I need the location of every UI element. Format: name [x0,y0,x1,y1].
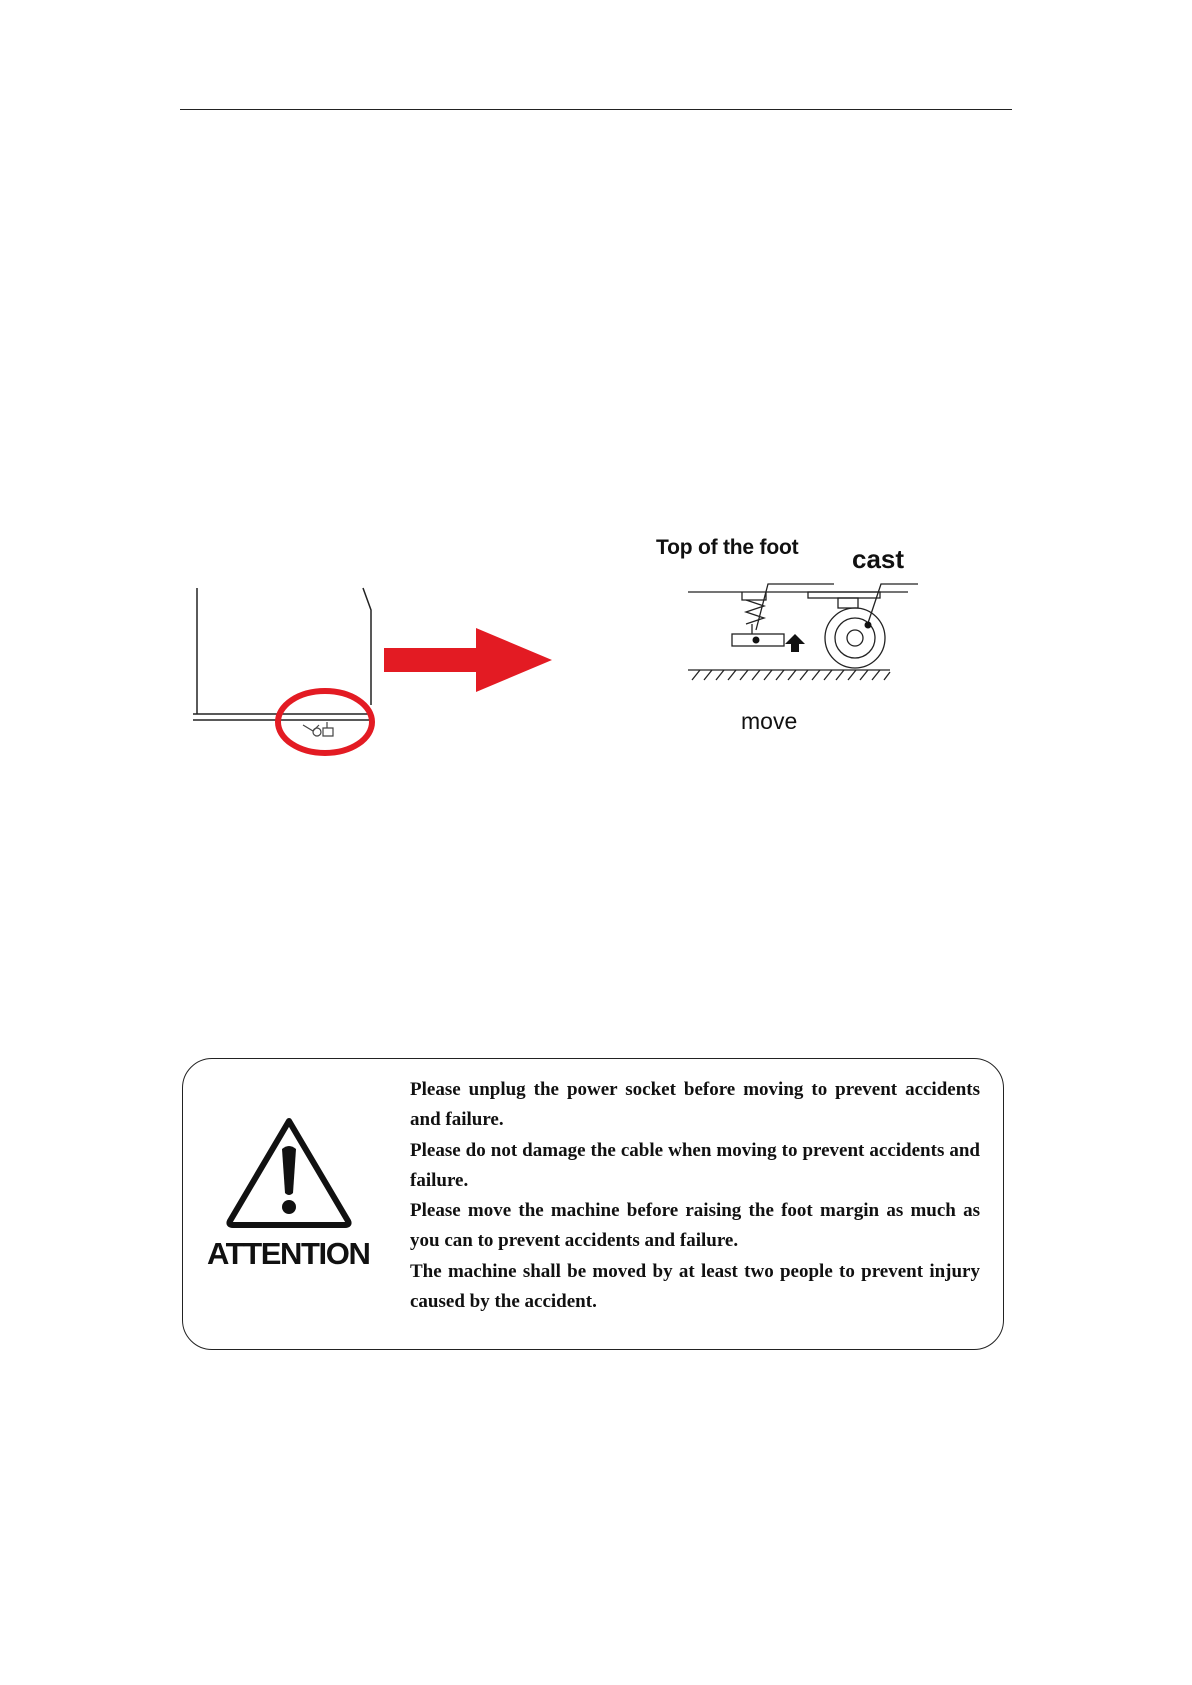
attention-note: Please move the machine before raising the foot margin as much as you can to prevent accidents and failure. [410,1200,980,1252]
attention-note: Please unplug the power socket before moving to prevent accidents and failure. [410,1079,980,1131]
move-label: move [741,708,798,734]
header-rule [180,109,1012,110]
foot-and-caster-diagram [688,578,918,690]
highlight-circle [278,691,372,753]
attention-note: The machine shall be moved by at least two people to prevent injury caused by the accident. [410,1260,980,1313]
attention-note: Please do not damage the cable when moving to prevent accidents and failure. [410,1139,980,1191]
attention-label: ATTENTION [207,1236,370,1271]
warning-triangle-icon [224,1115,354,1231]
cast-label: cast [852,544,905,574]
right-arrow-icon [384,628,552,692]
top-of-foot-label: Top of the foot [656,536,799,559]
attention-notes [410,1075,980,1317]
machine-base-illustration [185,580,395,760]
up-arrow-icon [785,634,805,652]
